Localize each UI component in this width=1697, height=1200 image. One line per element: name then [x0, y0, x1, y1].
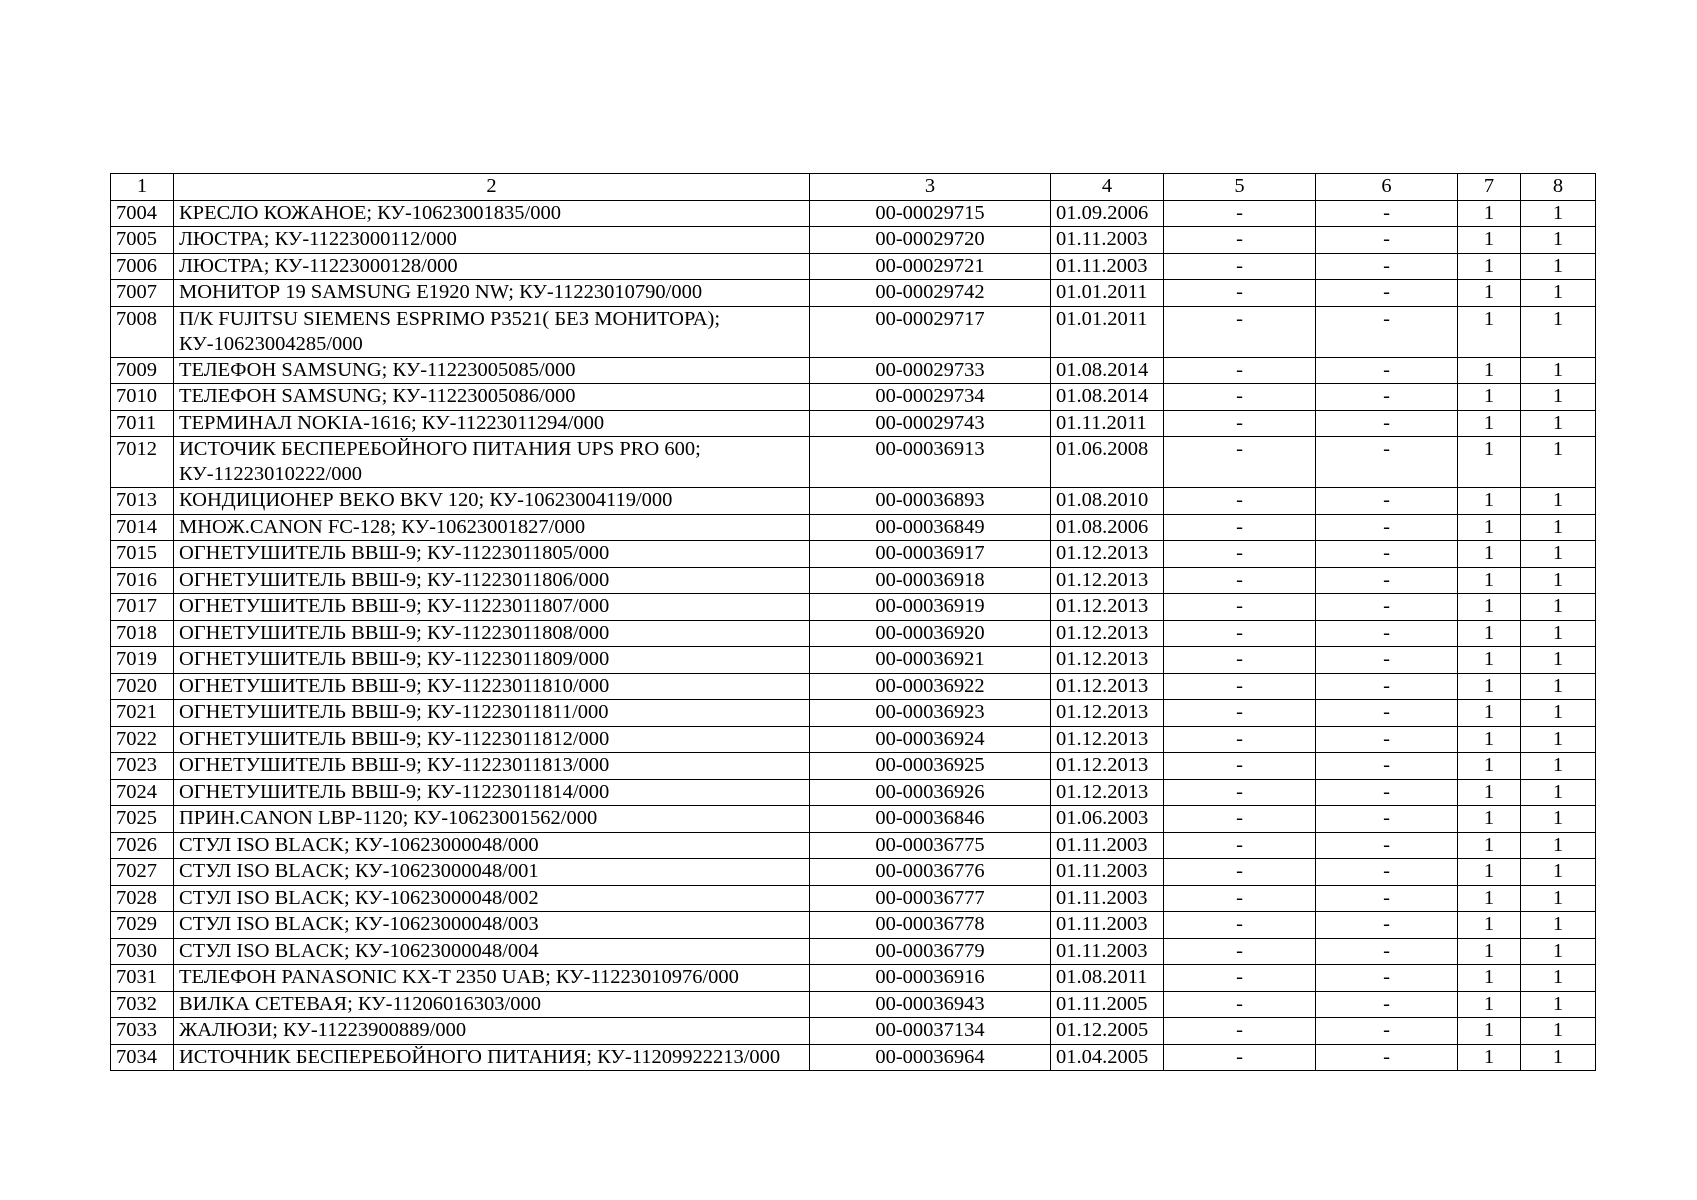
inventory-number-cell: 00-00036924	[810, 726, 1051, 753]
item-name-cell: П/К FUJITSU SIEMENS ESPRIMO P3521( БЕЗ МОНИТОРА); КУ-10623004285/000	[174, 306, 810, 357]
column-5-cell: -	[1164, 859, 1316, 886]
table-row	[111, 912, 1596, 939]
table-row	[111, 306, 1596, 357]
table-row	[111, 700, 1596, 727]
column-7-cell: 1	[1458, 594, 1521, 621]
column-7-cell: 1	[1458, 832, 1521, 859]
item-name-cell: СТУЛ ISO BLACK; КУ-10623000048/004	[174, 938, 810, 965]
row-number-cell: 7025	[111, 806, 174, 833]
table-row	[111, 227, 1596, 254]
column-7-cell: 1	[1458, 200, 1521, 227]
row-number-cell: 7012	[111, 437, 174, 488]
column-8-cell: 1	[1521, 384, 1596, 411]
row-number-cell: 7004	[111, 200, 174, 227]
item-name-cell: ЛЮСТРА; КУ-11223000128/000	[174, 253, 810, 280]
inventory-number-cell: 00-00036846	[810, 806, 1051, 833]
inventory-number-cell: 00-00036776	[810, 859, 1051, 886]
header-row	[111, 174, 1596, 201]
column-7-cell: 1	[1458, 514, 1521, 541]
column-7-cell: 1	[1458, 437, 1521, 488]
inventory-number-cell: 00-00036779	[810, 938, 1051, 965]
column-5-cell: -	[1164, 1018, 1316, 1045]
column-8-cell: 1	[1521, 753, 1596, 780]
row-number-cell: 7022	[111, 726, 174, 753]
column-8-cell: 1	[1521, 227, 1596, 254]
date-cell: 01.11.2011	[1051, 410, 1164, 437]
table-row	[111, 673, 1596, 700]
table-row	[111, 779, 1596, 806]
inventory-number-cell: 00-00029721	[810, 253, 1051, 280]
column-5-cell: -	[1164, 410, 1316, 437]
inventory-number-cell: 00-00036925	[810, 753, 1051, 780]
header-cell: 1	[111, 174, 174, 201]
table-row	[111, 357, 1596, 384]
table-row	[111, 620, 1596, 647]
date-cell: 01.11.2003	[1051, 938, 1164, 965]
column-5-cell: -	[1164, 806, 1316, 833]
table-row	[111, 991, 1596, 1018]
inventory-number-cell: 00-00036922	[810, 673, 1051, 700]
column-7-cell: 1	[1458, 912, 1521, 939]
column-7-cell: 1	[1458, 806, 1521, 833]
date-cell: 01.06.2003	[1051, 806, 1164, 833]
column-7-cell: 1	[1458, 1044, 1521, 1071]
table-row	[111, 859, 1596, 886]
date-cell: 01.12.2013	[1051, 726, 1164, 753]
column-7-cell: 1	[1458, 700, 1521, 727]
column-8-cell: 1	[1521, 514, 1596, 541]
table-row	[111, 594, 1596, 621]
column-7-cell: 1	[1458, 647, 1521, 674]
date-cell: 01.11.2003	[1051, 832, 1164, 859]
inventory-number-cell: 00-00036926	[810, 779, 1051, 806]
date-cell: 01.08.2006	[1051, 514, 1164, 541]
column-8-cell: 1	[1521, 806, 1596, 833]
inventory-number-cell: 00-00036913	[810, 437, 1051, 488]
column-5-cell: -	[1164, 673, 1316, 700]
column-5-cell: -	[1164, 991, 1316, 1018]
row-number-cell: 7014	[111, 514, 174, 541]
row-number-cell: 7021	[111, 700, 174, 727]
column-8-cell: 1	[1521, 620, 1596, 647]
row-number-cell: 7011	[111, 410, 174, 437]
item-name-cell: ОГНЕТУШИТЕЛЬ ВВШ-9; КУ-11223011805/000	[174, 541, 810, 568]
column-8-cell: 1	[1521, 253, 1596, 280]
header-cell: 5	[1164, 174, 1316, 201]
column-6-cell: -	[1316, 912, 1458, 939]
table-row	[111, 410, 1596, 437]
column-6-cell: -	[1316, 437, 1458, 488]
column-7-cell: 1	[1458, 488, 1521, 515]
row-number-cell: 7009	[111, 357, 174, 384]
row-number-cell: 7026	[111, 832, 174, 859]
row-number-cell: 7034	[111, 1044, 174, 1071]
column-5-cell: -	[1164, 885, 1316, 912]
item-name-cell: ТЕЛЕФОН SAMSUNG; КУ-11223005086/000	[174, 384, 810, 411]
column-8-cell: 1	[1521, 594, 1596, 621]
column-6-cell: -	[1316, 620, 1458, 647]
inventory-number-cell: 00-00029743	[810, 410, 1051, 437]
item-name-cell: ОГНЕТУШИТЕЛЬ ВВШ-9; КУ-11223011811/000	[174, 700, 810, 727]
column-7-cell: 1	[1458, 253, 1521, 280]
inventory-number-cell: 00-00029734	[810, 384, 1051, 411]
column-7-cell: 1	[1458, 779, 1521, 806]
date-cell: 01.12.2013	[1051, 700, 1164, 727]
header-cell: 2	[174, 174, 810, 201]
column-5-cell: -	[1164, 965, 1316, 992]
date-cell: 01.09.2006	[1051, 200, 1164, 227]
column-7-cell: 1	[1458, 306, 1521, 357]
item-name-cell: ОГНЕТУШИТЕЛЬ ВВШ-9; КУ-11223011809/000	[174, 647, 810, 674]
item-name-cell: СТУЛ ISO BLACK; КУ-10623000048/002	[174, 885, 810, 912]
date-cell: 01.01.2011	[1051, 306, 1164, 357]
row-number-cell: 7017	[111, 594, 174, 621]
header-cell: 7	[1458, 174, 1521, 201]
column-7-cell: 1	[1458, 620, 1521, 647]
date-cell: 01.12.2013	[1051, 567, 1164, 594]
table-row	[111, 280, 1596, 307]
table-row	[111, 567, 1596, 594]
item-name-cell: КОНДИЦИОНЕР BEKO BKV 120; КУ-10623004119/000	[174, 488, 810, 515]
column-7-cell: 1	[1458, 991, 1521, 1018]
table-row	[111, 1018, 1596, 1045]
inventory-number-cell: 00-00029717	[810, 306, 1051, 357]
date-cell: 01.12.2013	[1051, 541, 1164, 568]
column-6-cell: -	[1316, 753, 1458, 780]
date-cell: 01.12.2005	[1051, 1018, 1164, 1045]
item-name-cell: ТЕРМИНАЛ NOKIA-1616; КУ-11223011294/000	[174, 410, 810, 437]
inventory-number-cell: 00-00029742	[810, 280, 1051, 307]
column-6-cell: -	[1316, 384, 1458, 411]
column-7-cell: 1	[1458, 227, 1521, 254]
column-7-cell: 1	[1458, 726, 1521, 753]
column-5-cell: -	[1164, 253, 1316, 280]
date-cell: 01.08.2011	[1051, 965, 1164, 992]
column-8-cell: 1	[1521, 488, 1596, 515]
item-name-cell: КРЕСЛО КОЖАНОЕ; КУ-10623001835/000	[174, 200, 810, 227]
date-cell: 01.12.2013	[1051, 594, 1164, 621]
date-cell: 01.11.2003	[1051, 227, 1164, 254]
table-row	[111, 647, 1596, 674]
row-number-cell: 7024	[111, 779, 174, 806]
table-row	[111, 938, 1596, 965]
date-cell: 01.11.2003	[1051, 859, 1164, 886]
column-6-cell: -	[1316, 410, 1458, 437]
header-cell: 6	[1316, 174, 1458, 201]
row-number-cell: 7010	[111, 384, 174, 411]
row-number-cell: 7023	[111, 753, 174, 780]
column-6-cell: -	[1316, 541, 1458, 568]
column-5-cell: -	[1164, 700, 1316, 727]
column-7-cell: 1	[1458, 859, 1521, 886]
inventory-table	[110, 173, 1596, 1071]
column-6-cell: -	[1316, 1018, 1458, 1045]
date-cell: 01.11.2003	[1051, 253, 1164, 280]
column-7-cell: 1	[1458, 885, 1521, 912]
column-8-cell: 1	[1521, 306, 1596, 357]
header-cell: 8	[1521, 174, 1596, 201]
table-row	[111, 1044, 1596, 1071]
column-6-cell: -	[1316, 280, 1458, 307]
date-cell: 01.08.2014	[1051, 357, 1164, 384]
column-5-cell: -	[1164, 779, 1316, 806]
table-row	[111, 806, 1596, 833]
row-number-cell: 7006	[111, 253, 174, 280]
row-number-cell: 7031	[111, 965, 174, 992]
table-row	[111, 437, 1596, 488]
column-8-cell: 1	[1521, 357, 1596, 384]
date-cell: 01.11.2003	[1051, 912, 1164, 939]
column-6-cell: -	[1316, 965, 1458, 992]
date-cell: 01.08.2014	[1051, 384, 1164, 411]
column-6-cell: -	[1316, 227, 1458, 254]
row-number-cell: 7019	[111, 647, 174, 674]
column-6-cell: -	[1316, 700, 1458, 727]
inventory-number-cell: 00-00036849	[810, 514, 1051, 541]
column-8-cell: 1	[1521, 541, 1596, 568]
column-5-cell: -	[1164, 488, 1316, 515]
table-row	[111, 488, 1596, 515]
column-8-cell: 1	[1521, 832, 1596, 859]
column-6-cell: -	[1316, 647, 1458, 674]
table-row	[111, 253, 1596, 280]
date-cell: 01.06.2008	[1051, 437, 1164, 488]
table-row	[111, 832, 1596, 859]
row-number-cell: 7033	[111, 1018, 174, 1045]
column-6-cell: -	[1316, 514, 1458, 541]
column-5-cell: -	[1164, 514, 1316, 541]
column-8-cell: 1	[1521, 200, 1596, 227]
column-8-cell: 1	[1521, 437, 1596, 488]
header-cell: 4	[1051, 174, 1164, 201]
column-8-cell: 1	[1521, 991, 1596, 1018]
item-name-cell: ПРИН.CANON LBP-1120; КУ-10623001562/000	[174, 806, 810, 833]
column-8-cell: 1	[1521, 1044, 1596, 1071]
item-name-cell: ОГНЕТУШИТЕЛЬ ВВШ-9; КУ-11223011814/000	[174, 779, 810, 806]
row-number-cell: 7013	[111, 488, 174, 515]
column-8-cell: 1	[1521, 965, 1596, 992]
inventory-number-cell: 00-00036943	[810, 991, 1051, 1018]
inventory-number-cell: 00-00036919	[810, 594, 1051, 621]
column-8-cell: 1	[1521, 885, 1596, 912]
item-name-cell: МНОЖ.CANON FC-128; КУ-10623001827/000	[174, 514, 810, 541]
column-6-cell: -	[1316, 885, 1458, 912]
column-5-cell: -	[1164, 726, 1316, 753]
inventory-number-cell: 00-00036778	[810, 912, 1051, 939]
inventory-number-cell: 00-00036916	[810, 965, 1051, 992]
table-row	[111, 885, 1596, 912]
column-7-cell: 1	[1458, 1018, 1521, 1045]
item-name-cell: ОГНЕТУШИТЕЛЬ ВВШ-9; КУ-11223011812/000	[174, 726, 810, 753]
inventory-number-cell: 00-00029720	[810, 227, 1051, 254]
column-7-cell: 1	[1458, 938, 1521, 965]
item-name-cell: ЛЮСТРА; КУ-11223000112/000	[174, 227, 810, 254]
column-7-cell: 1	[1458, 410, 1521, 437]
table-row	[111, 384, 1596, 411]
item-name-cell: ОГНЕТУШИТЕЛЬ ВВШ-9; КУ-11223011807/000	[174, 594, 810, 621]
item-name-cell: ИСТОЧНИК БЕСПЕРЕБОЙНОГО ПИТАНИЯ; КУ-11209922213/000	[174, 1044, 810, 1071]
column-6-cell: -	[1316, 938, 1458, 965]
column-5-cell: -	[1164, 753, 1316, 780]
column-8-cell: 1	[1521, 280, 1596, 307]
row-number-cell: 7018	[111, 620, 174, 647]
column-6-cell: -	[1316, 357, 1458, 384]
column-8-cell: 1	[1521, 647, 1596, 674]
column-5-cell: -	[1164, 912, 1316, 939]
inventory-number-cell: 00-00029715	[810, 200, 1051, 227]
item-name-cell: СТУЛ ISO BLACK; КУ-10623000048/001	[174, 859, 810, 886]
column-5-cell: -	[1164, 567, 1316, 594]
column-5-cell: -	[1164, 1044, 1316, 1071]
column-6-cell: -	[1316, 832, 1458, 859]
inventory-number-cell: 00-00036777	[810, 885, 1051, 912]
inventory-number-cell: 00-00036917	[810, 541, 1051, 568]
column-8-cell: 1	[1521, 673, 1596, 700]
row-number-cell: 7008	[111, 306, 174, 357]
date-cell: 01.12.2013	[1051, 620, 1164, 647]
column-6-cell: -	[1316, 991, 1458, 1018]
date-cell: 01.11.2005	[1051, 991, 1164, 1018]
inventory-number-cell: 00-00036964	[810, 1044, 1051, 1071]
date-cell: 01.04.2005	[1051, 1044, 1164, 1071]
column-6-cell: -	[1316, 567, 1458, 594]
date-cell: 01.08.2010	[1051, 488, 1164, 515]
date-cell: 01.12.2013	[1051, 779, 1164, 806]
column-5-cell: -	[1164, 384, 1316, 411]
column-7-cell: 1	[1458, 357, 1521, 384]
date-cell: 01.11.2003	[1051, 885, 1164, 912]
item-name-cell: ОГНЕТУШИТЕЛЬ ВВШ-9; КУ-11223011806/000	[174, 567, 810, 594]
inventory-number-cell: 00-00036775	[810, 832, 1051, 859]
row-number-cell: 7016	[111, 567, 174, 594]
row-number-cell: 7032	[111, 991, 174, 1018]
item-name-cell: ИСТОЧИК БЕСПЕРЕБОЙНОГО ПИТАНИЯ UPS PRO 600; КУ-11223010222/000	[174, 437, 810, 488]
column-7-cell: 1	[1458, 384, 1521, 411]
table-row	[111, 200, 1596, 227]
table-row	[111, 965, 1596, 992]
date-cell: 01.12.2013	[1051, 673, 1164, 700]
column-5-cell: -	[1164, 200, 1316, 227]
column-8-cell: 1	[1521, 938, 1596, 965]
column-6-cell: -	[1316, 1044, 1458, 1071]
item-name-cell: ЖАЛЮЗИ; КУ-11223900889/000	[174, 1018, 810, 1045]
column-6-cell: -	[1316, 200, 1458, 227]
column-8-cell: 1	[1521, 912, 1596, 939]
column-6-cell: -	[1316, 806, 1458, 833]
column-8-cell: 1	[1521, 859, 1596, 886]
header-cell: 3	[810, 174, 1051, 201]
item-name-cell: СТУЛ ISO BLACK; КУ-10623000048/000	[174, 832, 810, 859]
item-name-cell: СТУЛ ISO BLACK; КУ-10623000048/003	[174, 912, 810, 939]
column-7-cell: 1	[1458, 541, 1521, 568]
column-5-cell: -	[1164, 437, 1316, 488]
column-7-cell: 1	[1458, 965, 1521, 992]
column-6-cell: -	[1316, 673, 1458, 700]
date-cell: 01.01.2011	[1051, 280, 1164, 307]
item-name-cell: ОГНЕТУШИТЕЛЬ ВВШ-9; КУ-11223011813/000	[174, 753, 810, 780]
row-number-cell: 7030	[111, 938, 174, 965]
column-5-cell: -	[1164, 357, 1316, 384]
inventory-number-cell: 00-00036893	[810, 488, 1051, 515]
column-6-cell: -	[1316, 779, 1458, 806]
column-6-cell: -	[1316, 594, 1458, 621]
item-name-cell: МОНИТОР 19 SAMSUNG E1920 NW; КУ-11223010790/000	[174, 280, 810, 307]
column-8-cell: 1	[1521, 1018, 1596, 1045]
inventory-number-cell: 00-00036918	[810, 567, 1051, 594]
row-number-cell: 7028	[111, 885, 174, 912]
column-5-cell: -	[1164, 306, 1316, 357]
row-number-cell: 7029	[111, 912, 174, 939]
column-7-cell: 1	[1458, 567, 1521, 594]
column-8-cell: 1	[1521, 567, 1596, 594]
column-6-cell: -	[1316, 726, 1458, 753]
column-8-cell: 1	[1521, 700, 1596, 727]
inventory-number-cell: 00-00029733	[810, 357, 1051, 384]
column-6-cell: -	[1316, 488, 1458, 515]
inventory-number-cell: 00-00036921	[810, 647, 1051, 674]
column-5-cell: -	[1164, 620, 1316, 647]
date-cell: 01.12.2013	[1051, 753, 1164, 780]
column-5-cell: -	[1164, 832, 1316, 859]
column-5-cell: -	[1164, 280, 1316, 307]
table-row	[111, 514, 1596, 541]
table-row	[111, 541, 1596, 568]
column-6-cell: -	[1316, 859, 1458, 886]
date-cell: 01.12.2013	[1051, 647, 1164, 674]
column-7-cell: 1	[1458, 280, 1521, 307]
inventory-number-cell: 00-00036920	[810, 620, 1051, 647]
row-number-cell: 7020	[111, 673, 174, 700]
column-6-cell: -	[1316, 253, 1458, 280]
column-5-cell: -	[1164, 647, 1316, 674]
inventory-number-cell: 00-00036923	[810, 700, 1051, 727]
row-number-cell: 7027	[111, 859, 174, 886]
column-8-cell: 1	[1521, 726, 1596, 753]
row-number-cell: 7015	[111, 541, 174, 568]
item-name-cell: ТЕЛЕФОН SAMSUNG; КУ-11223005085/000	[174, 357, 810, 384]
column-8-cell: 1	[1521, 779, 1596, 806]
inventory-number-cell: 00-00037134	[810, 1018, 1051, 1045]
table-row	[111, 726, 1596, 753]
column-6-cell: -	[1316, 306, 1458, 357]
item-name-cell: ВИЛКА СЕТЕВАЯ; КУ-11206016303/000	[174, 991, 810, 1018]
row-number-cell: 7005	[111, 227, 174, 254]
column-5-cell: -	[1164, 227, 1316, 254]
column-5-cell: -	[1164, 594, 1316, 621]
column-5-cell: -	[1164, 541, 1316, 568]
row-number-cell: 7007	[111, 280, 174, 307]
column-7-cell: 1	[1458, 673, 1521, 700]
item-name-cell: ОГНЕТУШИТЕЛЬ ВВШ-9; КУ-11223011808/000	[174, 620, 810, 647]
column-5-cell: -	[1164, 938, 1316, 965]
table-row	[111, 753, 1596, 780]
column-7-cell: 1	[1458, 753, 1521, 780]
column-8-cell: 1	[1521, 410, 1596, 437]
item-name-cell: ТЕЛЕФОН PANASONIC KX-T 2350 UAB; КУ-11223010976/000	[174, 965, 810, 992]
item-name-cell: ОГНЕТУШИТЕЛЬ ВВШ-9; КУ-11223011810/000	[174, 673, 810, 700]
